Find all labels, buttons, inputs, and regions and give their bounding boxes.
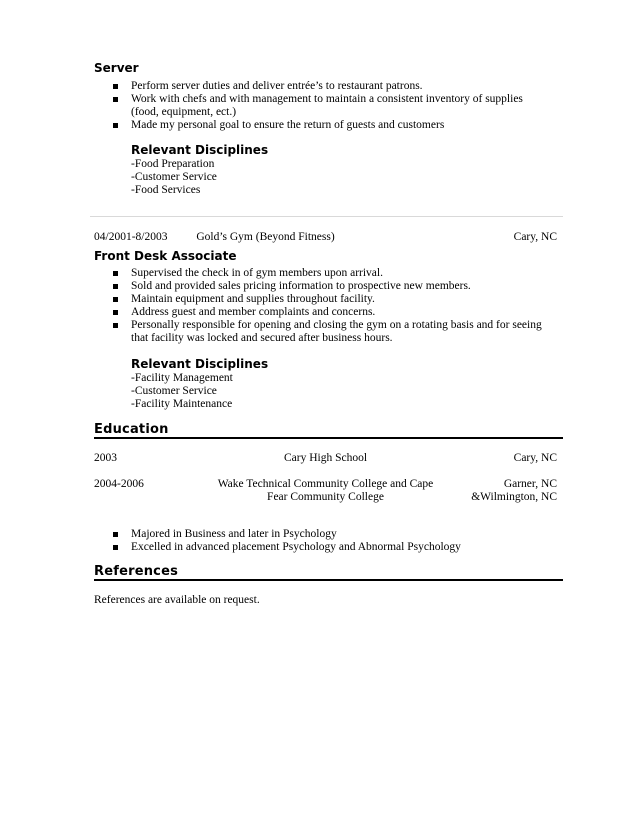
education-year: 2003 [94,452,117,464]
front-desk-bullet: Sold and provided sales pricing information to prospective new members. [113,280,553,293]
education-bullet: Excelled in advanced placement Psychology and Abnormal Psychology [113,541,553,554]
education-year: 2004-2006 [94,478,144,490]
job-location: Cary, NC [513,231,557,243]
discipline-item: -Food Preparation [131,158,215,170]
front-desk-bullet: Supervised the check in of gym members upon arrival. [113,267,553,280]
education-location: Cary, NC [513,452,557,464]
discipline-item: -Customer Service [131,171,217,183]
front-desk-bullet: Address guest and member complaints and concerns. [113,306,553,319]
education-school: Cary High School [283,452,368,464]
bullet-square-icon [113,284,118,289]
server-bullet-list [113,80,553,132]
discipline-item: -Facility Maintenance [131,398,233,410]
server-bullet: Work with chefs and with management to maintain a consistent inventory of supplies (food, equipment, ect.) [113,93,553,119]
education-row [94,478,557,506]
bullet-square-icon [113,84,118,89]
education-heading: Education [94,422,563,439]
education-bullet-list [113,528,553,554]
discipline-item: -Food Services [131,184,201,196]
education-school: Wake Technical Community College and Cape Fear Community College [217,478,434,503]
references-text: References are available on request. [94,594,260,606]
bullet-square-icon [113,310,118,315]
bullet-square-icon [113,297,118,302]
bullet-square-icon [113,271,118,276]
job-company: Gold’s Gym (Beyond Fitness) [196,231,335,243]
front-desk-disciplines-title: Relevant Disciplines [131,357,269,371]
server-disciplines-title: Relevant Disciplines [131,143,269,157]
front-desk-bullet-list [113,267,553,345]
education-location: Garner, NC &Wilmington, NC [471,478,557,503]
front-desk-bullet: Personally responsible for opening and closing the gym on a rotating basis and for seeing that facility was locked and secured after business hours. [113,319,553,345]
bullet-square-icon [113,97,118,102]
education-bullet: Majored in Business and later in Psychology [113,528,553,541]
discipline-item: -Facility Management [131,372,233,384]
server-bullet: Perform server duties and deliver entrée’s to restaurant patrons. [113,80,553,93]
education-row [94,452,557,478]
front-desk-disciplines-list [131,372,233,411]
references-heading: References [94,564,563,581]
job-dates: 04/2001-8/2003 [94,231,168,243]
bullet-square-icon [113,323,118,328]
bullet-square-icon [113,532,118,537]
front-desk-job-title: Front Desk Associate [94,249,237,263]
server-job-title: Server [94,61,139,75]
bullet-square-icon [113,123,118,128]
bullet-square-icon [113,545,118,550]
front-desk-bullet: Maintain equipment and supplies throughout facility. [113,293,553,306]
section-divider [90,216,563,217]
server-disciplines-list [131,158,217,197]
server-bullet: Made my personal goal to ensure the return of guests and customers [113,119,553,132]
discipline-item: -Customer Service [131,385,217,397]
